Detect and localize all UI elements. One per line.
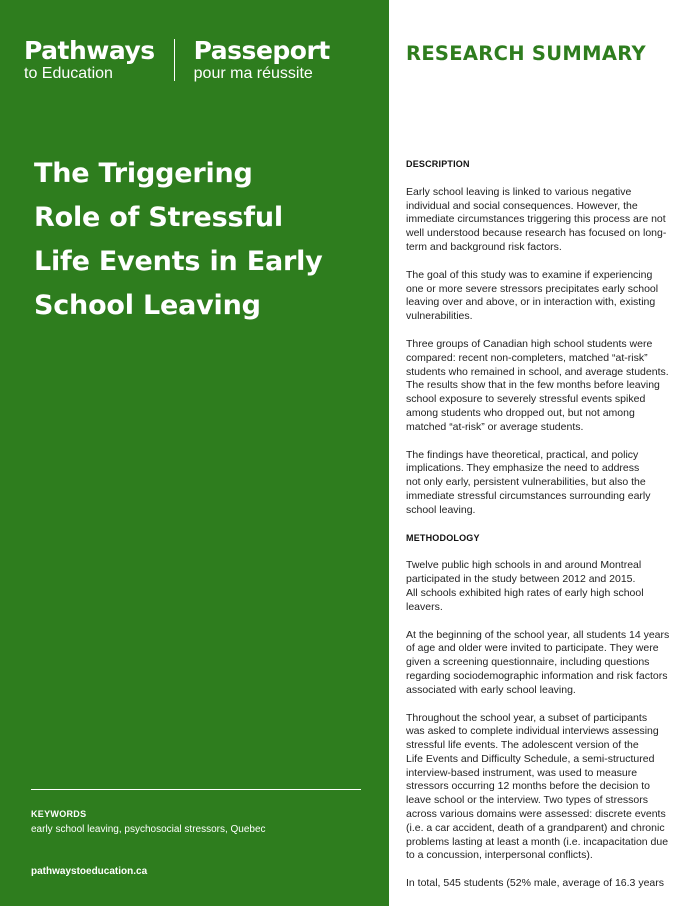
- text-line: not only early, persistent vulnerabilities, but also the: [406, 476, 646, 489]
- text-line: compared: recent non-completers, matched “at-risk”: [406, 351, 648, 364]
- text-line: The goal of this study was to examine if experiencing: [406, 268, 653, 281]
- text-line: Life Events and Difficulty Schedule, a semi-structured: [406, 752, 655, 765]
- text-line: one or more severe stressors precipitates early school: [406, 282, 659, 295]
- description-paragraph: [406, 269, 678, 324]
- text-line: among students who dropped out, but not among: [406, 406, 635, 419]
- title-line: Role of Stressful: [34, 202, 283, 233]
- text-line: leave school or the interview. Two types of stressors: [406, 794, 649, 807]
- text-line: (i.e. a car accident, death of a grandparent) and chronic: [406, 821, 665, 834]
- website-link[interactable]: pathwaystoeducation.ca: [31, 866, 148, 877]
- text-line: term and background risk factors.: [406, 240, 562, 253]
- text-line: Three groups of Canadian high school students were: [406, 337, 653, 350]
- text-line: to a concussion, interpersonal conflicts).: [406, 849, 593, 862]
- text-line: well understood because research has focused on long-: [406, 227, 667, 240]
- text-line: across various domains were assessed: discrete events: [406, 808, 666, 821]
- text-line: individual and social consequences. However, the: [406, 199, 638, 212]
- text-line: matched “at-risk” or average students.: [406, 420, 584, 433]
- text-line: school leaving.: [406, 503, 476, 516]
- text-line: stressful life events. The adolescent version of the: [406, 739, 639, 752]
- title-line: School Leaving: [34, 290, 261, 321]
- text-line: immediate circumstances triggering this process are not: [406, 213, 666, 226]
- text-line: was asked to complete individual interviews assessing: [406, 725, 659, 738]
- keywords-divider: [31, 789, 361, 790]
- description-paragraph: [406, 186, 678, 255]
- description-heading: DESCRIPTION: [406, 159, 470, 169]
- text-line: immediate stressful circumstances surrounding early: [406, 489, 651, 502]
- summary-content: [406, 158, 678, 905]
- logo-divider: [174, 39, 175, 81]
- text-line: of age and older were invited to participate. They were: [406, 642, 659, 655]
- text-line: given a screening questionnaire, including questions: [406, 656, 650, 669]
- text-line: The results show that in the few months before leaving: [406, 379, 660, 392]
- methodology-paragraph: [406, 877, 678, 891]
- text-line: students who remained in school, and average students.: [406, 365, 669, 378]
- title-line: The Triggering: [34, 158, 253, 189]
- text-line: Early school leaving is linked to various negative: [406, 185, 632, 198]
- research-summary-header: RESEARCH SUMMARY: [406, 42, 646, 65]
- pathways-passeport-logo: [24, 38, 330, 83]
- description-paragraph: [406, 449, 678, 518]
- keywords-heading: KEYWORDS: [31, 809, 87, 819]
- text-line: stressors occurring 12 months before the decision to: [406, 780, 650, 793]
- text-line: At the beginning of the school year, all students 14 years: [406, 628, 670, 641]
- text-line: Throughout the school year, a subset of participants: [406, 711, 648, 724]
- text-line: school exposure to severely stressful events spiked: [406, 393, 646, 406]
- text-line: implications. They emphasize the need to address: [406, 462, 640, 475]
- text-line: All schools exhibited high rates of early high school: [406, 586, 644, 599]
- logo-en-name: Pathways: [24, 36, 155, 65]
- title-line: Life Events in Early: [34, 246, 323, 277]
- methodology-paragraph: [406, 629, 678, 698]
- logo-english: [24, 38, 155, 83]
- methodology-heading: METHODOLOGY: [406, 532, 480, 543]
- document-title: [34, 152, 364, 328]
- text-line: regarding sociodemographic information and risk factors: [406, 669, 668, 682]
- description-paragraph: [406, 338, 678, 435]
- text-line: interview-based instrument, was used to measure: [406, 766, 638, 779]
- methodology-paragraph: [406, 559, 678, 614]
- text-line: leaving over and above, or in interaction with, existing: [406, 296, 656, 309]
- methodology-paragraph: [406, 712, 678, 864]
- text-line: problems lasting at least a month (i.e. incapacitation due: [406, 835, 669, 848]
- text-line: associated with early school leaving.: [406, 683, 576, 696]
- text-line: participated in the study between 2012 and 2015.: [406, 573, 636, 586]
- text-line: leavers.: [406, 600, 443, 613]
- text-line: vulnerabilities.: [406, 310, 473, 323]
- text-line: In total, 545 students (52% male, average of 16.3 years: [406, 877, 664, 890]
- text-line: Twelve public high schools in and around Montreal: [406, 559, 642, 572]
- logo-en-tagline: to Education: [24, 65, 113, 82]
- logo-fr-tagline: pour ma réussite: [193, 65, 313, 82]
- text-line: The findings have theoretical, practical, and policy: [406, 448, 639, 461]
- logo-french: [194, 38, 330, 83]
- keywords-text: early school leaving, psychosocial stressors, Quebec: [31, 824, 266, 835]
- logo-fr-name: Passeport: [193, 36, 330, 65]
